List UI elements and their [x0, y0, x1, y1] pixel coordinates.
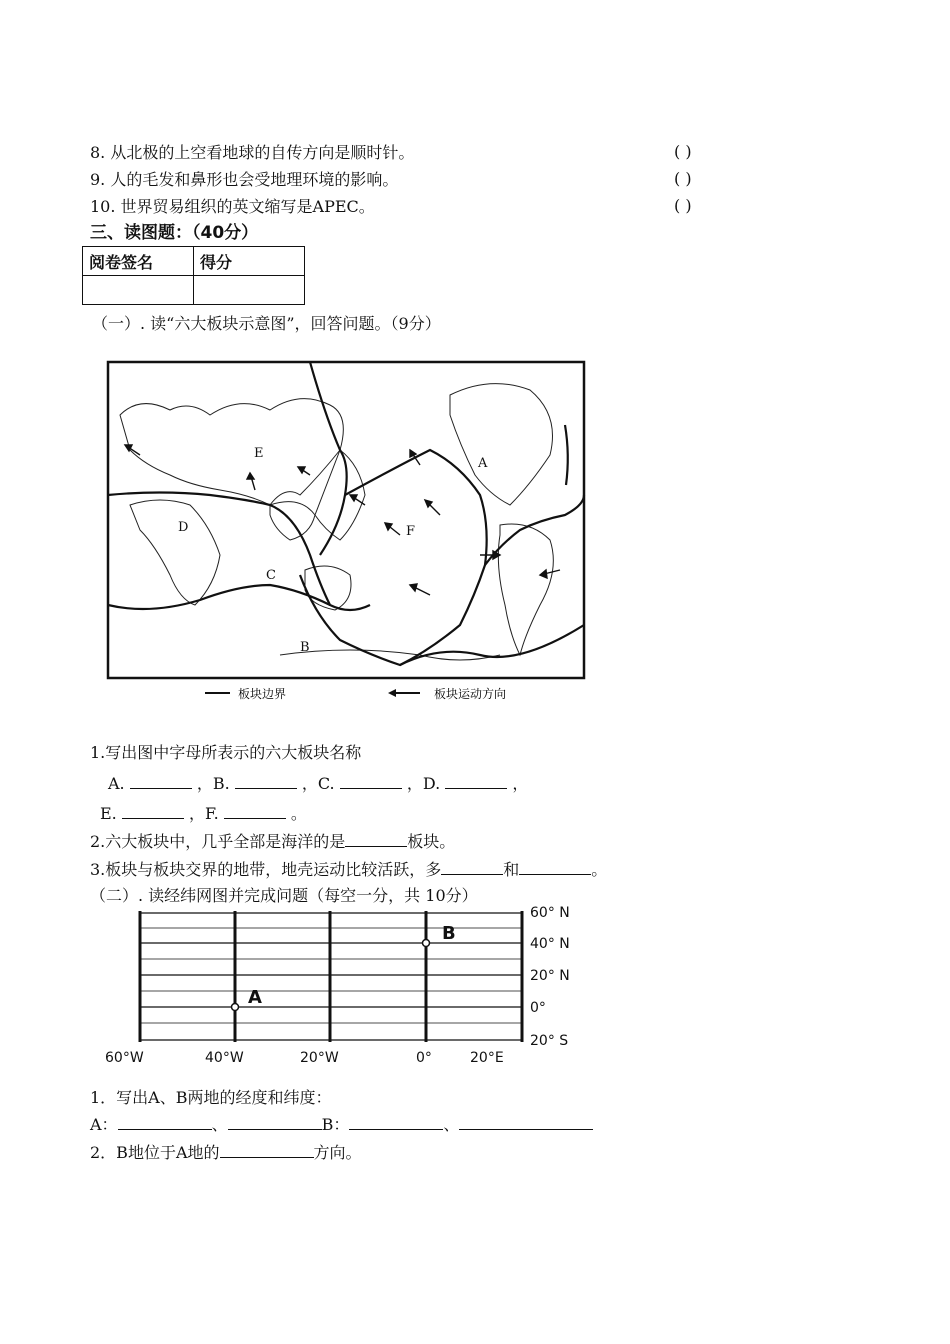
- separator-b: 、: [443, 1115, 460, 1134]
- plate-label-f: F: [406, 524, 416, 539]
- blank-activity-1[interactable]: [441, 858, 503, 875]
- blank-direction[interactable]: [220, 1141, 314, 1158]
- point-b-label: B: [442, 923, 456, 944]
- tf-item-10: 10. 世界贸易组织的英文缩写是APEC。: [90, 197, 375, 216]
- blank-c[interactable]: [340, 772, 402, 789]
- lon-label-0: 0°: [416, 1050, 432, 1065]
- blank-d[interactable]: [445, 772, 507, 789]
- plate-label-a: A: [478, 456, 488, 471]
- part2-question-1: 1．写出A、B两地的经度和纬度：: [90, 1088, 332, 1107]
- q3-suffix: 。: [591, 860, 608, 879]
- lon-label-60w: 60°W: [105, 1050, 144, 1065]
- longitude-lines: [140, 911, 522, 1042]
- part1-question-2: [90, 830, 455, 853]
- label-b: ，B.: [196, 774, 230, 793]
- answer-paren-9: ( ): [674, 169, 692, 188]
- q2-suffix: 板块。: [407, 832, 456, 851]
- blank-e[interactable]: [122, 802, 184, 819]
- part1-question-3: [90, 858, 607, 881]
- blank-a[interactable]: [130, 772, 192, 789]
- part1-q1-row2: [100, 802, 307, 825]
- lat-label-20s: 20° S: [530, 1033, 569, 1049]
- label-a: A.: [108, 774, 125, 793]
- answer-paren-10: ( ): [674, 196, 692, 215]
- lat-label-20n: 20° N: [530, 968, 570, 984]
- part1-q1-row1: [108, 772, 528, 795]
- score-cell: [194, 276, 305, 305]
- label-point-b: B：: [321, 1115, 350, 1134]
- label-c: ，C.: [301, 774, 335, 793]
- plate-label-b: B: [300, 640, 310, 655]
- legend-arrow-icon: [388, 689, 396, 697]
- grader-signature-header: 阅卷签名: [83, 247, 194, 276]
- blank-ocean-plate[interactable]: [345, 830, 407, 847]
- legend-boundary-label: 板块边界: [238, 687, 287, 701]
- blank-f[interactable]: [224, 802, 286, 819]
- label-e: E.: [100, 804, 117, 823]
- lon-label-20w: 20°W: [300, 1050, 339, 1065]
- grader-signature-cell: [83, 276, 194, 305]
- point-a-label: A: [248, 987, 262, 1008]
- lat-label-40n: 40° N: [530, 936, 570, 952]
- part1-question-1: 1.写出图中字母所表示的六大板块名称: [90, 743, 362, 762]
- punct-1: ，: [512, 774, 529, 793]
- plate-map: [100, 355, 600, 705]
- plate-label-e: E: [254, 446, 264, 461]
- blank-b-longitude[interactable]: [349, 1113, 443, 1130]
- score-header: 得分: [194, 247, 305, 276]
- part2-q1-answers: [90, 1113, 593, 1136]
- section-title: 三、读图题：（40分）: [90, 223, 259, 243]
- lon-label-40w: 40°W: [205, 1050, 244, 1065]
- lat-label-60n: 60° N: [530, 905, 570, 921]
- point-a-marker: [232, 1004, 239, 1011]
- label-point-a: A：: [90, 1115, 118, 1134]
- point-b-marker: [423, 940, 430, 947]
- label-f: ，F.: [188, 804, 219, 823]
- legend-direction-label: 板块运动方向: [434, 687, 507, 701]
- tf-item-9: 9. 人的毛发和鼻形也会受地理环境的影响。: [90, 170, 399, 189]
- blank-b-latitude[interactable]: [459, 1113, 593, 1130]
- part1-title: （一）. 读“六大板块示意图”，回答问题。（9分）: [92, 314, 441, 333]
- part2-title: （二）. 读经纬网图并完成问题（每空一分，共 10分）: [90, 886, 478, 905]
- tf-item-8: 8. 从北极的上空看地球的自传方向是顺时针。: [90, 143, 415, 162]
- punct-2: 。: [290, 804, 307, 823]
- q3-prefix: 3.板块与板块交界的地带，地壳运动比较活跃，多: [90, 860, 442, 879]
- answer-paren-8: ( ): [674, 142, 692, 161]
- part2-question-2: [90, 1141, 362, 1164]
- plate-label-d: D: [178, 520, 189, 535]
- separator-a: 、: [211, 1115, 228, 1134]
- lat-lon-grid: [90, 905, 650, 1065]
- q3-mid: 和: [503, 860, 520, 879]
- blank-b[interactable]: [235, 772, 297, 789]
- grading-table: [82, 246, 305, 305]
- plate-label-c: C: [266, 568, 276, 583]
- label-d: ，D.: [406, 774, 441, 793]
- q2-prefix: 2.六大板块中，几乎全部是海洋的是: [90, 832, 346, 851]
- blank-a-latitude[interactable]: [228, 1113, 322, 1130]
- blank-a-longitude[interactable]: [118, 1113, 212, 1130]
- lon-label-20e: 20°E: [470, 1050, 504, 1065]
- lat-label-0: 0°: [530, 1000, 546, 1016]
- blank-activity-2[interactable]: [519, 858, 591, 875]
- q2-prefix-direction: 2．B地位于A地的: [90, 1143, 220, 1162]
- q2-suffix-direction: 方向。: [313, 1143, 362, 1162]
